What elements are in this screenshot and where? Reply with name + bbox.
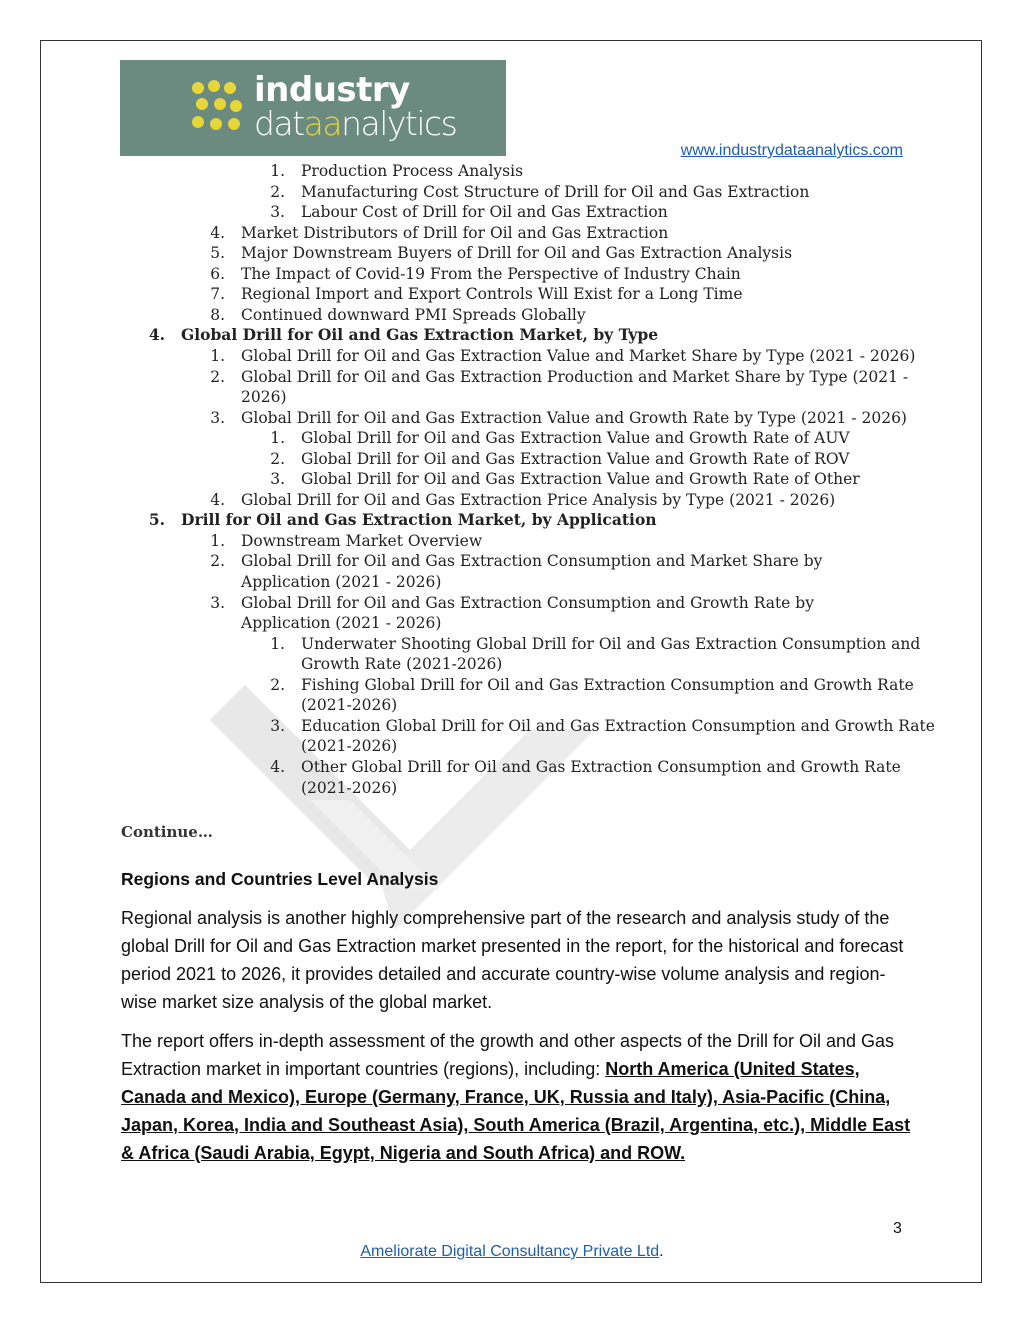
toc-item-text: Production Process Analysis bbox=[301, 162, 524, 180]
toc-item-text: Global Drill for Oil and Gas Extraction Value and Growth Rate of Other bbox=[301, 470, 860, 489]
continue-label: Continue… bbox=[121, 823, 213, 841]
toc-item-number: 5. bbox=[210, 244, 225, 263]
toc-item-number: 1. bbox=[210, 346, 225, 365]
toc-item-text: Global Drill for Oil and Gas Extraction Value and Market Share by Type (2021 - 2026) bbox=[241, 346, 916, 365]
toc-item-text: Continued downward PMI Spreads Globally bbox=[241, 305, 586, 324]
logo-text-industry: industry bbox=[254, 70, 410, 110]
toc-item-text: Global Drill for Oil and Gas Extraction Price Analysis by Type (2021 - 2026) bbox=[241, 490, 836, 509]
toc-item-text: Growth Rate (2021-2026) bbox=[301, 655, 503, 674]
toc-item-text: Underwater Shooting Global Drill for Oil and Gas Extraction Consumption and bbox=[301, 634, 921, 653]
regions-paragraph bbox=[121, 1027, 921, 1167]
toc-item-text: Fishing Global Drill for Oil and Gas Extraction Consumption and Growth Rate bbox=[301, 675, 914, 694]
toc-item-number: 3. bbox=[210, 408, 225, 427]
toc-item-number: 1. bbox=[270, 429, 285, 448]
toc-item-text: Major Downstream Buyers of Drill for Oil and Gas Extraction Analysis bbox=[241, 244, 793, 263]
toc-item-text: Global Drill for Oil and Gas Extraction Value and Growth Rate by Type (2021 - 2026) bbox=[241, 408, 907, 427]
footer-suffix: . bbox=[659, 1243, 664, 1260]
toc-item-text: Global Drill for Oil and Gas Extraction Value and Growth Rate of ROV bbox=[301, 449, 850, 468]
toc-item-text: Other Global Drill for Oil and Gas Extraction Consumption and Growth Rate bbox=[301, 757, 901, 776]
website-link[interactable]: www.industrydataanalytics.com bbox=[680, 142, 903, 159]
toc-item-number: 2. bbox=[210, 367, 225, 386]
toc-item-number: 4. bbox=[210, 223, 225, 242]
toc-item-number: 3. bbox=[270, 716, 285, 735]
company-logo bbox=[120, 60, 506, 156]
regions-list-link[interactable]: North America (United States, Canada and Mexico), Europe (Germany, France, UK, Russia and Italy), Asia-Pacific (China, Japan, Korea, India and Southeast Asia), South America (Brazil, Argentina, etc.), Middle East & Africa (Saudi Arabia, Egypt, Nigeria and South Africa) and ROW. bbox=[121, 1059, 911, 1163]
toc-item-text: Global Drill for Oil and Gas Extraction Consumption and Growth Rate by bbox=[241, 593, 814, 612]
toc-item-number: 2. bbox=[270, 182, 285, 201]
logo-text-dataanalytics: dataanalytics bbox=[254, 104, 457, 143]
regional-analysis-paragraph: Regional analysis is another highly comprehensive part of the research and analysis study of the global Drill for Oil and Gas Extraction market presented in the report, for the historical and forecast period 2021 to 2026, it provides detailed and accurate country-wise volume analysis and region-wise market size analysis of the global market. bbox=[121, 908, 904, 1012]
toc-item-number: 1. bbox=[270, 162, 285, 180]
toc-item-text: Market Distributors of Drill for Oil and Gas Extraction bbox=[241, 223, 669, 242]
toc-item-text: Application (2021 - 2026) bbox=[241, 573, 442, 591]
toc-item-text: Application (2021 - 2026) bbox=[241, 614, 442, 633]
toc-item-text: (2021-2026) bbox=[301, 737, 398, 756]
toc-item-text: (2021-2026) bbox=[301, 696, 398, 715]
toc-item-number: 3. bbox=[270, 470, 285, 489]
toc-item-number: 8. bbox=[210, 305, 225, 324]
toc-item-number: 6. bbox=[210, 264, 225, 283]
toc-item-text: Global Drill for Oil and Gas Extraction Production and Market Share by Type (2021 - bbox=[241, 367, 909, 386]
toc-item-number: 2. bbox=[270, 675, 285, 694]
toc-item-text: Education Global Drill for Oil and Gas Extraction Consumption and Growth Rate bbox=[301, 716, 935, 735]
section-title: Regions and Countries Level Analysis bbox=[121, 869, 439, 889]
regions-intro-text: The report offers in-depth assessment of the growth and other aspects of the Drill for Oil and Gas Extraction market in important countries (regions), including: bbox=[121, 1031, 895, 1079]
logo-dots-icon bbox=[192, 80, 244, 136]
toc-item-number: 2. bbox=[270, 449, 285, 468]
toc-item-text: Downstream Market Overview bbox=[241, 531, 483, 550]
toc-item-text: 2026) bbox=[241, 388, 287, 407]
toc-item-number: 4. bbox=[210, 490, 225, 509]
toc-item-number: 5. bbox=[148, 510, 165, 530]
toc-item-text: Global Drill for Oil and Gas Extraction Value and Growth Rate of AUV bbox=[301, 429, 850, 448]
toc-item-number: 7. bbox=[210, 285, 225, 304]
toc-item-text: Regional Import and Export Controls Will Exist for a Long Time bbox=[241, 285, 743, 304]
toc-item-number: 3. bbox=[270, 203, 285, 222]
toc-item-text: Drill for Oil and Gas Extraction Market, by Application bbox=[181, 510, 657, 530]
toc-item-number: 1. bbox=[270, 634, 285, 653]
toc-item-text: The Impact of Covid-19 From the Perspective of Industry Chain bbox=[241, 264, 741, 283]
toc-item-text: (2021-2026) bbox=[301, 778, 398, 797]
footer bbox=[0, 1243, 1024, 1261]
toc-item-number: 4. bbox=[148, 325, 165, 345]
toc-item-number: 3. bbox=[210, 593, 225, 612]
toc-item-number: 1. bbox=[210, 531, 225, 550]
toc-item-text: Labour Cost of Drill for Oil and Gas Extraction bbox=[301, 203, 668, 222]
toc-item-number: 4. bbox=[270, 757, 285, 776]
toc-item-text: Manufacturing Cost Structure of Drill for Oil and Gas Extraction bbox=[301, 182, 810, 201]
page-number: 3 bbox=[893, 1220, 902, 1237]
toc-item-text: Global Drill for Oil and Gas Extraction Consumption and Market Share by bbox=[241, 552, 823, 571]
toc-item-number: 2. bbox=[210, 552, 225, 571]
footer-company-link[interactable]: Ameliorate Digital Consultancy Private Ltd bbox=[360, 1243, 660, 1260]
toc-item-text: Global Drill for Oil and Gas Extraction Market, by Type bbox=[181, 325, 659, 345]
